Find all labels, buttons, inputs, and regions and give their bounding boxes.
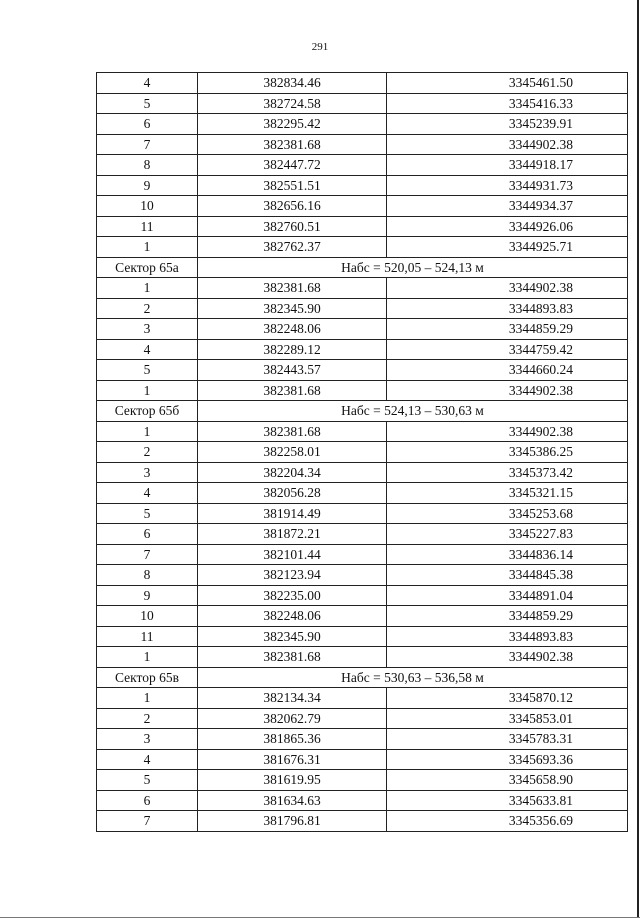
- y-coordinate-cell: 3344845.38: [387, 565, 628, 586]
- y-coordinate-cell: 3345693.36: [387, 749, 628, 770]
- table-row: [97, 380, 628, 401]
- table-row: [97, 503, 628, 524]
- y-coordinate-cell: 3344926.06: [387, 216, 628, 237]
- x-coordinate-cell: 381796.81: [198, 811, 387, 832]
- table-row: [97, 134, 628, 155]
- x-coordinate-cell: 382289.12: [198, 339, 387, 360]
- sector-elevation-range: Набс = 520,05 – 524,13 м: [198, 257, 628, 278]
- point-number-cell: 3: [97, 319, 198, 340]
- x-coordinate-cell: 382551.51: [198, 175, 387, 196]
- y-coordinate-cell: 3344902.38: [387, 421, 628, 442]
- y-coordinate-cell: 3345373.42: [387, 462, 628, 483]
- table-row: [97, 319, 628, 340]
- page-number: 291: [311, 41, 329, 53]
- table-row: [97, 298, 628, 319]
- x-coordinate-cell: 382724.58: [198, 93, 387, 114]
- table-row: [97, 585, 628, 606]
- table-row: [97, 483, 628, 504]
- y-coordinate-cell: 3345239.91: [387, 114, 628, 135]
- x-coordinate-cell: 382762.37: [198, 237, 387, 258]
- sector-header-row: [97, 257, 628, 278]
- x-coordinate-cell: 382248.06: [198, 319, 387, 340]
- table-row: [97, 708, 628, 729]
- coordinates-table-body: [97, 73, 628, 832]
- table-row: [97, 360, 628, 381]
- x-coordinate-cell: 381914.49: [198, 503, 387, 524]
- point-number-cell: 5: [97, 770, 198, 791]
- sector-label: Сектор 65б: [97, 401, 198, 422]
- point-number-cell: 9: [97, 175, 198, 196]
- y-coordinate-cell: 3344902.38: [387, 278, 628, 299]
- y-coordinate-cell: 3345853.01: [387, 708, 628, 729]
- point-number-cell: 5: [97, 93, 198, 114]
- y-coordinate-cell: 3344891.04: [387, 585, 628, 606]
- table-row: [97, 421, 628, 442]
- y-coordinate-cell: 3344859.29: [387, 319, 628, 340]
- point-number-cell: 2: [97, 298, 198, 319]
- table-row: [97, 729, 628, 750]
- x-coordinate-cell: 382101.44: [198, 544, 387, 565]
- point-number-cell: 8: [97, 155, 198, 176]
- sector-elevation-range: Набс = 524,13 – 530,63 м: [198, 401, 628, 422]
- point-number-cell: 1: [97, 688, 198, 709]
- y-coordinate-cell: 3345386.25: [387, 442, 628, 463]
- x-coordinate-cell: 381676.31: [198, 749, 387, 770]
- point-number-cell: 7: [97, 134, 198, 155]
- table-row: [97, 565, 628, 586]
- y-coordinate-cell: 3345253.68: [387, 503, 628, 524]
- point-number-cell: 8: [97, 565, 198, 586]
- x-coordinate-cell: 382381.68: [198, 380, 387, 401]
- y-coordinate-cell: 3345461.50: [387, 73, 628, 94]
- point-number-cell: 7: [97, 811, 198, 832]
- x-coordinate-cell: 382345.90: [198, 298, 387, 319]
- point-number-cell: 10: [97, 606, 198, 627]
- x-coordinate-cell: 382056.28: [198, 483, 387, 504]
- point-number-cell: 2: [97, 442, 198, 463]
- x-coordinate-cell: 381634.63: [198, 790, 387, 811]
- table-row: [97, 647, 628, 668]
- table-row: [97, 811, 628, 832]
- point-number-cell: 1: [97, 647, 198, 668]
- y-coordinate-cell: 3344859.29: [387, 606, 628, 627]
- y-coordinate-cell: 3345658.90: [387, 770, 628, 791]
- table-row: [97, 790, 628, 811]
- table-row: [97, 175, 628, 196]
- x-coordinate-cell: 382345.90: [198, 626, 387, 647]
- point-number-cell: 1: [97, 421, 198, 442]
- point-number-cell: 5: [97, 360, 198, 381]
- point-number-cell: 3: [97, 729, 198, 750]
- y-coordinate-cell: 3345633.81: [387, 790, 628, 811]
- point-number-cell: 6: [97, 114, 198, 135]
- point-number-cell: 11: [97, 216, 198, 237]
- sector-elevation-range: Набс = 530,63 – 536,58 м: [198, 667, 628, 688]
- table-row: [97, 73, 628, 94]
- sector-label: Сектор 65а: [97, 257, 198, 278]
- y-coordinate-cell: 3344660.24: [387, 360, 628, 381]
- x-coordinate-cell: 382381.68: [198, 134, 387, 155]
- point-number-cell: 5: [97, 503, 198, 524]
- x-coordinate-cell: 382381.68: [198, 421, 387, 442]
- point-number-cell: 4: [97, 339, 198, 360]
- x-coordinate-cell: 382834.46: [198, 73, 387, 94]
- table-row: [97, 237, 628, 258]
- point-number-cell: 7: [97, 544, 198, 565]
- point-number-cell: 6: [97, 524, 198, 545]
- x-coordinate-cell: 382258.01: [198, 442, 387, 463]
- x-coordinate-cell: 382295.42: [198, 114, 387, 135]
- x-coordinate-cell: 381872.21: [198, 524, 387, 545]
- point-number-cell: 4: [97, 483, 198, 504]
- table-row: [97, 606, 628, 627]
- x-coordinate-cell: 382204.34: [198, 462, 387, 483]
- point-number-cell: 2: [97, 708, 198, 729]
- x-coordinate-cell: 382381.68: [198, 278, 387, 299]
- y-coordinate-cell: 3344934.37: [387, 196, 628, 217]
- point-number-cell: 3: [97, 462, 198, 483]
- y-coordinate-cell: 3345783.31: [387, 729, 628, 750]
- point-number-cell: 10: [97, 196, 198, 217]
- x-coordinate-cell: 382134.34: [198, 688, 387, 709]
- sector-label: Сектор 65в: [97, 667, 198, 688]
- y-coordinate-cell: 3344918.17: [387, 155, 628, 176]
- table-row: [97, 155, 628, 176]
- x-coordinate-cell: 382447.72: [198, 155, 387, 176]
- y-coordinate-cell: 3344931.73: [387, 175, 628, 196]
- table-row: [97, 524, 628, 545]
- x-coordinate-cell: 382656.16: [198, 196, 387, 217]
- y-coordinate-cell: 3344925.71: [387, 237, 628, 258]
- x-coordinate-cell: 382443.57: [198, 360, 387, 381]
- y-coordinate-cell: 3344759.42: [387, 339, 628, 360]
- point-number-cell: 6: [97, 790, 198, 811]
- table-row: [97, 749, 628, 770]
- point-number-cell: 1: [97, 278, 198, 299]
- x-coordinate-cell: 382235.00: [198, 585, 387, 606]
- point-number-cell: 11: [97, 626, 198, 647]
- y-coordinate-cell: 3344902.38: [387, 134, 628, 155]
- point-number-cell: 1: [97, 380, 198, 401]
- y-coordinate-cell: 3344902.38: [387, 647, 628, 668]
- y-coordinate-cell: 3344836.14: [387, 544, 628, 565]
- table-row: [97, 93, 628, 114]
- y-coordinate-cell: 3345416.33: [387, 93, 628, 114]
- table-row: [97, 114, 628, 135]
- point-number-cell: 4: [97, 73, 198, 94]
- x-coordinate-cell: 382123.94: [198, 565, 387, 586]
- x-coordinate-cell: 381865.36: [198, 729, 387, 750]
- point-number-cell: 4: [97, 749, 198, 770]
- coordinates-table: [96, 72, 628, 832]
- table-row: [97, 278, 628, 299]
- y-coordinate-cell: 3345356.69: [387, 811, 628, 832]
- x-coordinate-cell: 382381.68: [198, 647, 387, 668]
- x-coordinate-cell: 382248.06: [198, 606, 387, 627]
- y-coordinate-cell: 3345870.12: [387, 688, 628, 709]
- y-coordinate-cell: 3344893.83: [387, 298, 628, 319]
- sector-header-row: [97, 667, 628, 688]
- table-row: [97, 339, 628, 360]
- x-coordinate-cell: 382062.79: [198, 708, 387, 729]
- point-number-cell: 9: [97, 585, 198, 606]
- table-row: [97, 442, 628, 463]
- y-coordinate-cell: 3344902.38: [387, 380, 628, 401]
- x-coordinate-cell: 381619.95: [198, 770, 387, 791]
- y-coordinate-cell: 3345227.83: [387, 524, 628, 545]
- x-coordinate-cell: 382760.51: [198, 216, 387, 237]
- y-coordinate-cell: 3344893.83: [387, 626, 628, 647]
- table-row: [97, 216, 628, 237]
- table-row: [97, 544, 628, 565]
- y-coordinate-cell: 3345321.15: [387, 483, 628, 504]
- scan-edge-right: [637, 0, 639, 918]
- table-row: [97, 196, 628, 217]
- table-row: [97, 462, 628, 483]
- table-row: [97, 626, 628, 647]
- table-row: [97, 770, 628, 791]
- point-number-cell: 1: [97, 237, 198, 258]
- sector-header-row: [97, 401, 628, 422]
- table-row: [97, 688, 628, 709]
